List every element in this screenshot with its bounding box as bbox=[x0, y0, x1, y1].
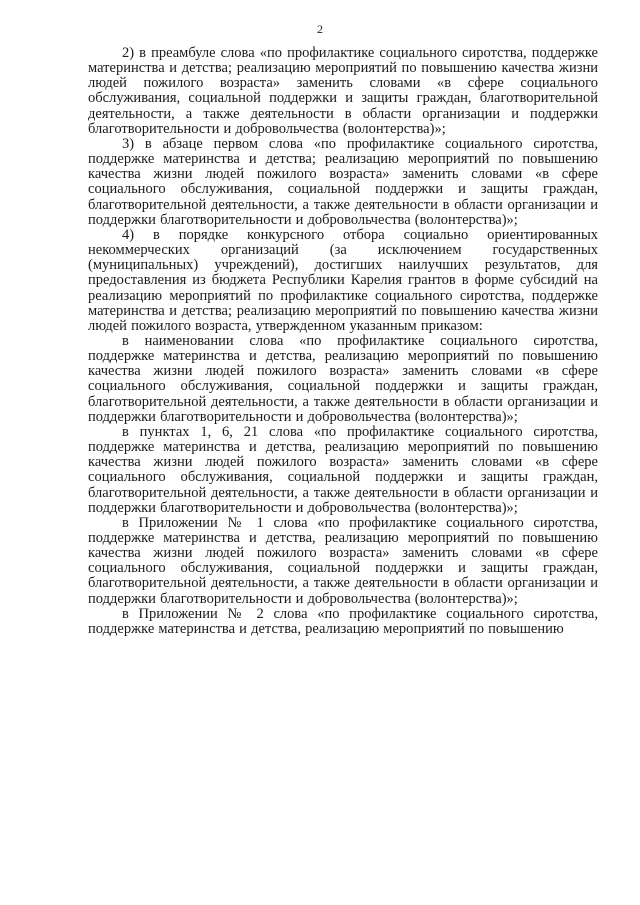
paragraph-appendix-2-amendment: в Приложении № 2 слова «по профилактике социального сиротства, поддержке материнства и детства, реализацию мероприятий по повышению bbox=[88, 605, 598, 637]
page-number: 2 bbox=[317, 22, 323, 36]
paragraph-item-2: 2) в преамбуле слова «по профилактике социального сиротства, поддержке материнства и детства; реализацию мероприятий по повышению качества жизни людей пожилого возраста» заменить словами «в сфере социального обслуживания, социальной поддержки и защиты граждан, благотворительной деятельности, а также деятельности в области организации и поддержки благотворительности и добровольчества (волонтерства)»; bbox=[88, 45, 598, 137]
document-body bbox=[88, 46, 598, 637]
paragraph-title-amendment: в наименовании слова «по профилактике социального сиротства, поддержке материнства и детства, реализацию мероприятий по повышению качества жизни людей пожилого возраста» заменить словами «в сфере социального обслуживания, социальной поддержки и защиты граждан, благотворительной деятельности, а также деятельности в области организации и поддержки благотворительности и добровольчества (волонтерства)»; bbox=[88, 332, 598, 425]
paragraph-item-4: 4) в порядке конкурсного отбора социально ориентированных некоммерческих организаций (за исключением государственных (муниципальных) учреждений), достигших наилучших результатов, для предоставления из бюджета Республики Карелия грантов в форме субсидий на реализацию мероприятий по профилактике социального сиротства, поддержке материнства и детства; реализацию мероприятий по повышению качества жизни людей пожилого возраста, утвержденном указанным приказом: bbox=[88, 226, 598, 334]
paragraph-appendix-1-amendment: в Приложении № 1 слова «по профилактике социального сиротства, поддержке материнства и детства, реализацию мероприятий по повышению качества жизни людей пожилого возраста» заменить словами «в сфере социального обслуживания, социальной поддержки и защиты граждан, благотворительной деятельности, а также деятельности в области организации и поддержки благотворительности и добровольчества (волонтерства)»; bbox=[88, 514, 598, 607]
paragraph-points-amendment: в пунктах 1, 6, 21 слова «по профилактике социального сиротства, поддержке материнства и детства, реализацию мероприятий по повышению качества жизни людей пожилого возраста» заменить словами «в сфере социального обслуживания, социальной поддержки и защиты граждан, благотворительной деятельности, а также деятельности в области организации и поддержки благотворительности и добровольчества (волонтерства)»; bbox=[88, 423, 598, 516]
paragraph-item-3: 3) в абзаце первом слова «по профилактике социального сиротства, поддержке материнства и детства; реализацию мероприятий по повышению качества жизни людей пожилого возраста» заменить словами «в сфере социального обслуживания, социальной поддержки и защиты граждан, благотворительной деятельности, а также деятельности в области организации и поддержки благотворительности и добровольчества (волонтерства)»; bbox=[88, 135, 598, 228]
